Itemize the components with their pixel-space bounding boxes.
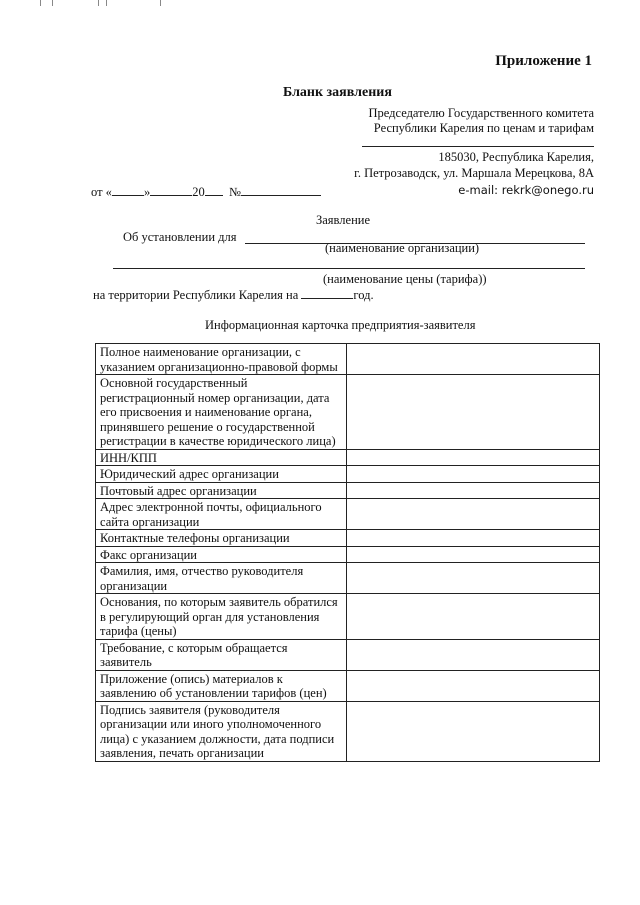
row-value-cell[interactable]	[347, 466, 600, 483]
date-from-label: от «	[91, 185, 112, 199]
row-label: Требование, с которым обращается заявитель	[96, 639, 347, 670]
price-name-hint: (наименование цены (тарифа))	[323, 272, 487, 286]
table-row	[96, 639, 600, 670]
table-row	[96, 499, 600, 530]
territory-prefix: на территории Республики Карелия на	[93, 288, 299, 302]
row-label: Основной государственный регистрационный номер организации, дата его присвоения и наименование органа, принявшего решение о государственной регистрации в качестве юридического лица)	[96, 375, 347, 450]
row-value-cell[interactable]	[347, 530, 600, 547]
row-value-cell[interactable]	[347, 563, 600, 594]
addressee-line-1: Председателю Государственного комитета	[368, 106, 594, 120]
date-day-blank[interactable]	[112, 185, 144, 196]
table-row	[96, 701, 600, 761]
date-year-prefix: 20	[192, 185, 205, 199]
row-value-cell[interactable]	[347, 594, 600, 640]
row-label: Адрес электронной почты, официального сайта организации	[96, 499, 347, 530]
table-row	[96, 375, 600, 450]
row-label: Почтовый адрес организации	[96, 482, 347, 499]
row-value-cell[interactable]	[347, 482, 600, 499]
date-line	[91, 185, 321, 200]
territory-year-blank[interactable]	[301, 288, 353, 299]
row-label: Факс организации	[96, 546, 347, 563]
row-value-cell[interactable]	[347, 449, 600, 466]
row-value-cell[interactable]	[347, 670, 600, 701]
table-row	[96, 670, 600, 701]
card-title: Информационная карточка предприятия-заявителя	[205, 318, 476, 332]
row-label: Полное наименование организации, с указанием организационно-правовой формы	[96, 344, 347, 375]
addressee-email	[458, 181, 594, 199]
number-sign: №	[228, 185, 241, 199]
row-label: Контактные телефоны организации	[96, 530, 347, 547]
number-blank[interactable]	[241, 185, 321, 196]
row-label: Фамилия, имя, отчество руководителя организации	[96, 563, 347, 594]
date-year-blank[interactable]	[205, 185, 223, 196]
row-value-cell[interactable]	[347, 344, 600, 375]
row-label: Подпись заявителя (руководителя организации или иного уполномоченного лица) с указанием должности, дата подписи заявления, печать организации	[96, 701, 347, 761]
addressee-rule	[362, 146, 594, 147]
territory-suffix: год.	[353, 288, 374, 302]
table-row	[96, 466, 600, 483]
row-value-cell[interactable]	[347, 546, 600, 563]
table-row	[96, 563, 600, 594]
table-row	[96, 344, 600, 375]
form-title: Бланк заявления	[283, 85, 392, 100]
row-value-cell[interactable]	[347, 639, 600, 670]
addressee-address-2: г. Петрозаводск, ул. Маршала Мерецкова, 8А	[354, 166, 594, 180]
organization-name-hint: (наименование организации)	[325, 241, 480, 255]
row-value-cell[interactable]	[347, 499, 600, 530]
email-label: e-mail:	[458, 183, 502, 197]
statement-subject-prefix: Об установлении для	[123, 230, 237, 244]
table-row	[96, 530, 600, 547]
price-name-blank[interactable]	[113, 268, 585, 269]
email-address: rekrk@onego.ru	[501, 183, 594, 197]
row-value-cell[interactable]	[347, 375, 600, 450]
row-label: ИНН/КПП	[96, 449, 347, 466]
annex-number: Приложение 1	[495, 53, 592, 69]
table-row	[96, 546, 600, 563]
addressee-address-1: 185030, Республика Карелия,	[438, 150, 594, 164]
row-label: Юридический адрес организации	[96, 466, 347, 483]
table-row	[96, 594, 600, 640]
scan-artifact	[40, 0, 210, 6]
date-close-quote: »	[143, 185, 151, 199]
date-month-blank[interactable]	[150, 185, 192, 196]
territory-line	[93, 288, 374, 303]
addressee-line-2: Республики Карелия по ценам и тарифам	[373, 121, 594, 135]
table-row	[96, 482, 600, 499]
table-row	[96, 449, 600, 466]
statement-title: Заявление	[316, 213, 371, 227]
row-label: Основания, по которым заявитель обратился в регулирующий орган для установления тарифа (цены)	[96, 594, 347, 640]
row-value-cell[interactable]	[347, 701, 600, 761]
row-label: Приложение (опись) материалов к заявлению об установлении тарифов (цен)	[96, 670, 347, 701]
info-card-table	[95, 343, 600, 762]
